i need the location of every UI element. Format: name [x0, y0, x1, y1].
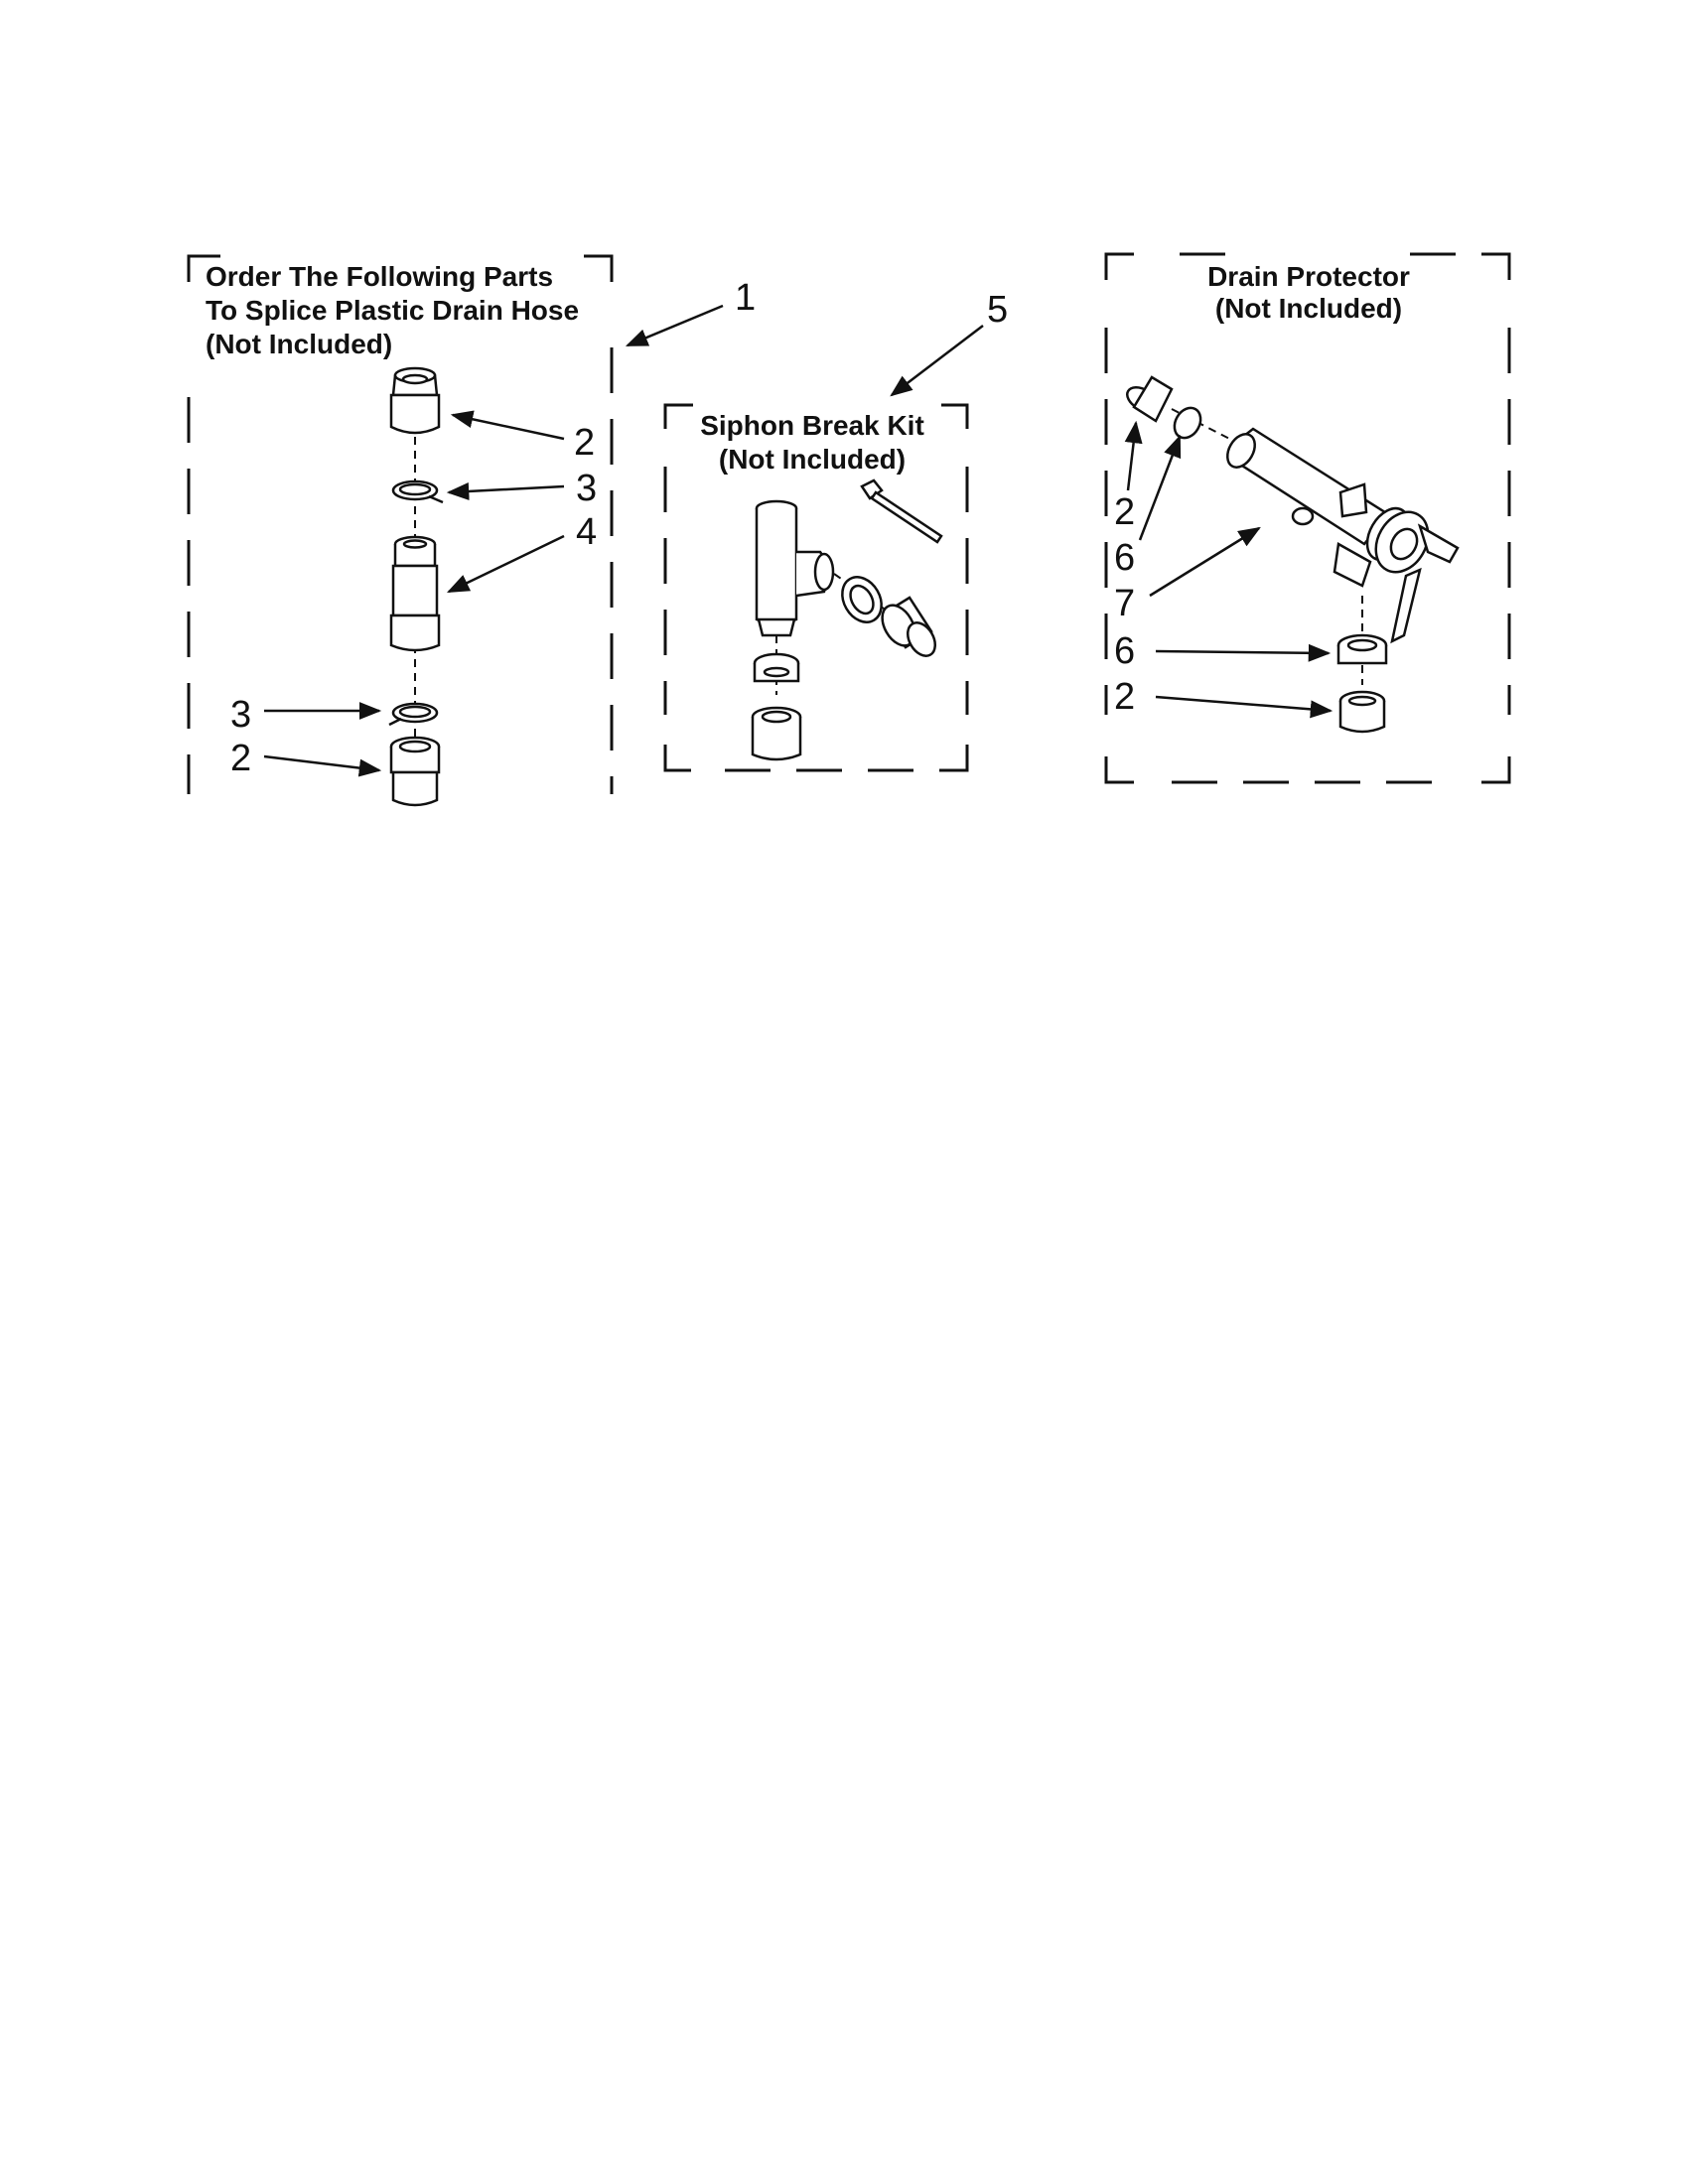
drain-protector-body-part	[1123, 377, 1458, 685]
drain-protector-panel	[1106, 254, 1509, 782]
siphon-clamp-side-part	[834, 570, 889, 629]
drain-label-6-top: 6	[1114, 537, 1136, 579]
splice-kit-title-line1: Order The Following Parts	[206, 261, 554, 292]
siphon-kit-panel	[665, 289, 1008, 770]
connector-bottom-part	[391, 738, 439, 805]
drain-label-2-top: 2	[1114, 491, 1136, 533]
splice-label-4: 4	[576, 511, 598, 553]
siphon-kit-title-line2: (Not Included)	[718, 444, 907, 475]
drain-label-7: 7	[1114, 583, 1136, 624]
drain-protector-title-line2: (Not Included)	[1214, 293, 1403, 324]
splice-label-3-bottom: 3	[230, 694, 252, 736]
coupling-part	[391, 537, 439, 650]
callout-5: 5	[987, 289, 1009, 331]
drain-label-6-bottom: 6	[1114, 630, 1136, 672]
drain-label-2-bottom: 2	[1114, 676, 1136, 718]
splice-kit-title-line3: (Not Included)	[206, 329, 393, 359]
splice-kit-panel	[189, 256, 756, 805]
cable-tie-part	[862, 480, 941, 542]
drain-clamp-bottom-part	[1338, 635, 1386, 663]
siphon-kit-title-line1: Siphon Break Kit	[700, 410, 924, 441]
callout-1: 1	[735, 277, 757, 319]
connector-top-part	[391, 368, 439, 433]
siphon-connector-bottom-part	[753, 708, 800, 759]
splice-kit-title-line2: To Splice Plastic Drain Hose	[206, 295, 580, 326]
clamp-top-part	[393, 481, 443, 502]
splice-label-3-top: 3	[576, 468, 598, 509]
siphon-connector-side-part	[876, 598, 941, 661]
drain-connector-bottom-part	[1340, 692, 1384, 732]
drain-protector-title-line1: Drain Protector	[1207, 261, 1410, 292]
splice-label-2-bottom: 2	[230, 738, 252, 779]
siphon-clamp-bottom-part	[755, 654, 798, 681]
clamp-bottom-part	[389, 704, 437, 725]
splice-label-2-top: 2	[574, 422, 596, 464]
